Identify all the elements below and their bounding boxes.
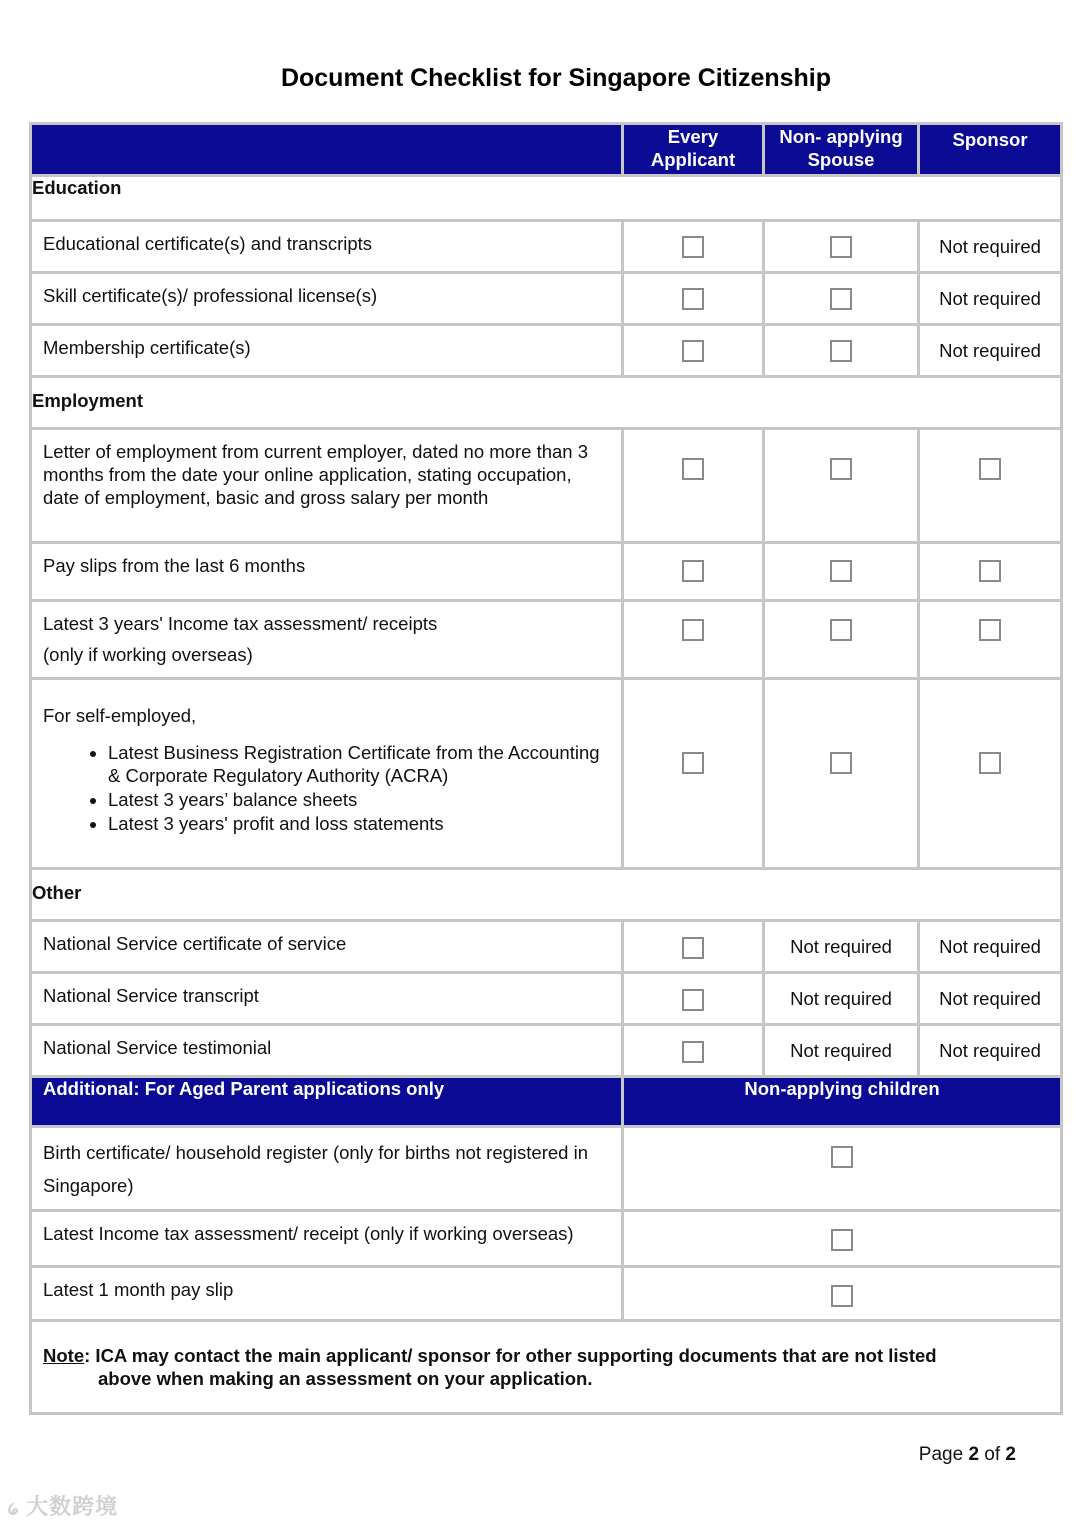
note-text-continued: above when making an assessment on your application.: [98, 1368, 593, 1389]
list-item: • Latest 3 years' profit and loss statements: [108, 812, 611, 835]
row-label: National Service transcript: [31, 973, 623, 1025]
section-other: [31, 869, 1062, 921]
column-header-every-applicant: Every Applicant: [623, 124, 764, 176]
additional-label: Additional: For Aged Parent applications only: [31, 1077, 623, 1127]
checkbox[interactable]: [682, 619, 704, 641]
section-title: Education: [31, 176, 1062, 221]
checkbox[interactable]: [830, 458, 852, 480]
row-label: National Service testimonial: [31, 1025, 623, 1077]
checkbox[interactable]: [979, 619, 1001, 641]
list-item: • Latest Business Registration Certificate from the Accounting & Corporate Regulatory Authority (ACRA): [108, 741, 611, 787]
row-label: Membership certificate(s): [31, 325, 623, 377]
list-item: • Latest 3 years’ balance sheets: [108, 788, 611, 811]
row-label: Letter of employment from current employer, dated no more than 3 months from the date your online application, stating occupation, date of employment, basic and gross salary per month: [31, 429, 623, 543]
note-text: : ICA may contact the main applicant/ sponsor for other supporting documents that are not listed: [84, 1345, 937, 1366]
checkbox[interactable]: [682, 458, 704, 480]
table-row: [31, 973, 1062, 1025]
checkbox[interactable]: [682, 989, 704, 1011]
note-label: Note: [43, 1345, 85, 1366]
header-blank: [31, 124, 623, 176]
column-header-spouse: Non- applying Spouse: [764, 124, 919, 176]
bullet-list: [43, 741, 611, 835]
watermark: [8, 1490, 118, 1521]
not-required-label: Not required: [919, 325, 1062, 377]
checkbox[interactable]: [831, 1285, 853, 1307]
table-row: [31, 273, 1062, 325]
checkbox[interactable]: [979, 752, 1001, 774]
not-required-label: Not required: [919, 1025, 1062, 1077]
table-row: [31, 921, 1062, 973]
section-title: Employment: [31, 377, 1062, 429]
section-education: [31, 176, 1062, 221]
checkbox[interactable]: [830, 340, 852, 362]
note: [31, 1321, 1062, 1414]
checkbox[interactable]: [682, 1041, 704, 1063]
checkbox[interactable]: [979, 458, 1001, 480]
section-title: Other: [31, 869, 1062, 921]
checkbox[interactable]: [682, 236, 704, 258]
table-row: [31, 221, 1062, 273]
not-required-label: Not required: [764, 973, 919, 1025]
row-label: Pay slips from the last 6 months: [31, 543, 623, 601]
checkbox[interactable]: [830, 619, 852, 641]
checkbox[interactable]: [830, 752, 852, 774]
row-label: Latest 3 years' Income tax assessment/ receipts (only if working overseas): [31, 601, 623, 679]
row-label: Birth certificate/ household register (only for births not registered in Singapore): [31, 1127, 623, 1211]
not-required-label: Not required: [919, 921, 1062, 973]
not-required-label: Not required: [919, 273, 1062, 325]
table-row: [31, 1267, 1062, 1321]
not-required-label: Not required: [919, 221, 1062, 273]
table-row: [31, 325, 1062, 377]
watermark-logo-icon: ᥀: [8, 1494, 27, 1519]
table-row: [31, 543, 1062, 601]
table-row: [31, 1211, 1062, 1267]
checkbox[interactable]: [831, 1229, 853, 1251]
not-required-label: Not required: [919, 973, 1062, 1025]
row-label: Latest Income tax assessment/ receipt (only if working overseas): [31, 1211, 623, 1267]
table-row: [31, 679, 1062, 869]
not-required-label: Not required: [764, 1025, 919, 1077]
table-row: [31, 1025, 1062, 1077]
checkbox[interactable]: [830, 288, 852, 310]
checkbox[interactable]: [830, 560, 852, 582]
table-row: [31, 429, 1062, 543]
checkbox[interactable]: [979, 560, 1001, 582]
page-number: Page 2 of 2: [918, 1444, 1016, 1465]
row-label: For self-employed, • Latest Business Registration Certificate from the Accounting & Corporate Regulatory Authority (ACRA) • Latest 3 years’ balance sheets • Latest 3 years' profit and loss statements: [31, 679, 623, 869]
additional-header-row: [31, 1077, 1062, 1127]
row-label: Latest 1 month pay slip: [31, 1267, 623, 1321]
row-label: Educational certificate(s) and transcripts: [31, 221, 623, 273]
checkbox[interactable]: [830, 236, 852, 258]
not-required-label: Not required: [764, 921, 919, 973]
checkbox[interactable]: [682, 288, 704, 310]
checkbox[interactable]: [682, 340, 704, 362]
checkbox[interactable]: [831, 1146, 853, 1168]
note-row: [31, 1321, 1062, 1414]
section-employment: [31, 377, 1062, 429]
row-label: Skill certificate(s)/ professional license(s): [31, 273, 623, 325]
table-row: [31, 601, 1062, 679]
checkbox[interactable]: [682, 560, 704, 582]
checklist-table: [29, 122, 1063, 1415]
row-label: National Service certificate of service: [31, 921, 623, 973]
watermark-text: 大数跨境: [26, 1494, 119, 1519]
header-row: [31, 124, 1062, 176]
table-row: [31, 1127, 1062, 1211]
checkbox[interactable]: [682, 752, 704, 774]
column-header-sponsor: Sponsor: [919, 124, 1062, 176]
column-header-children: Non-applying children: [623, 1077, 1062, 1127]
page-title: Document Checklist for Singapore Citizenship: [280, 64, 832, 92]
checkbox[interactable]: [682, 937, 704, 959]
